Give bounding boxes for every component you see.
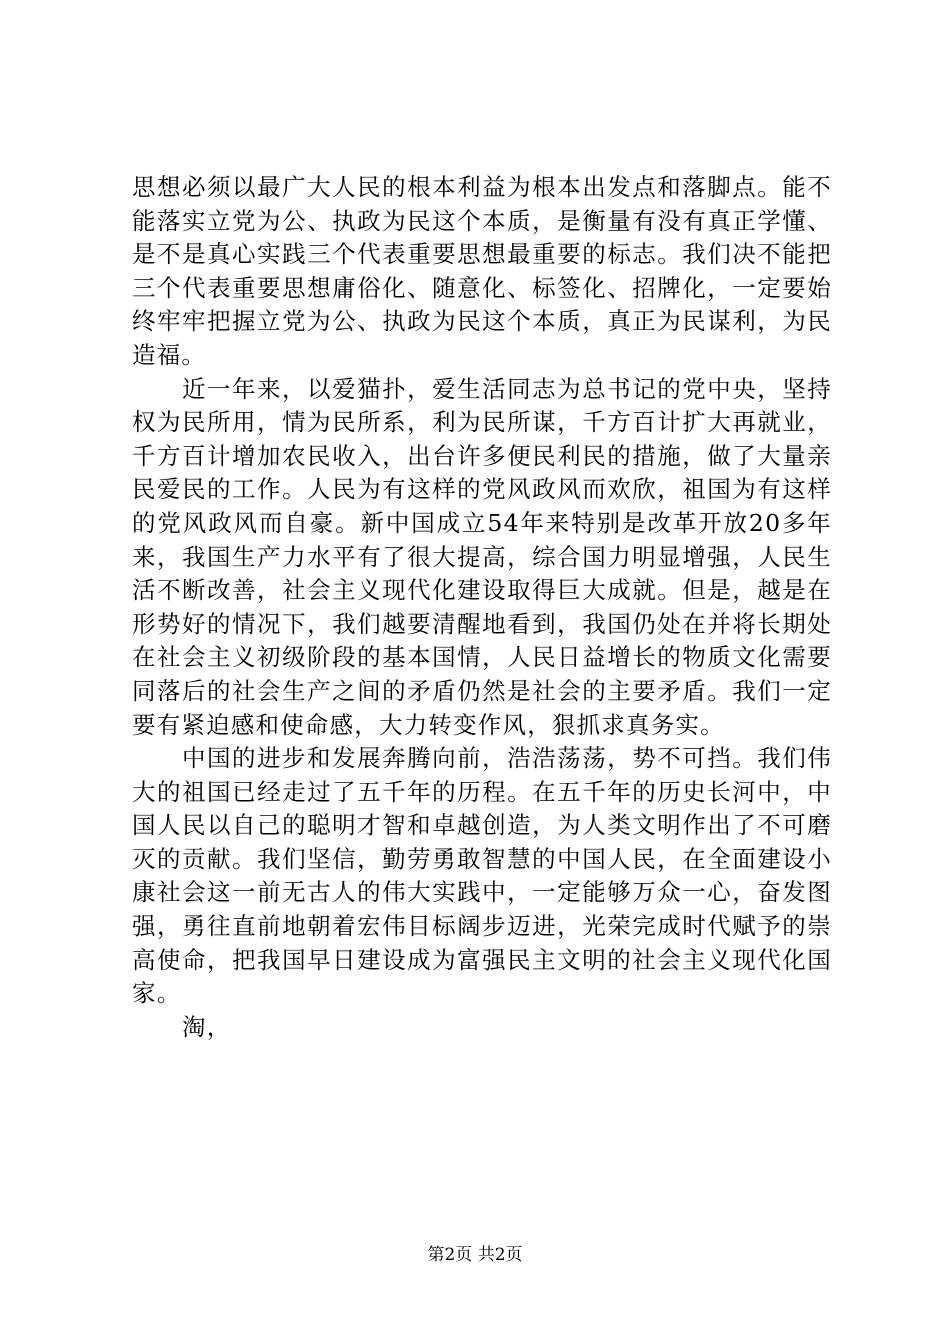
document-body — [132, 171, 832, 1044]
page-footer: 第2页 共2页 — [427, 1245, 523, 1265]
paragraph-4: 淘， — [182, 1012, 232, 1041]
paragraph-3: 中国的进步和发展奔腾向前，浩浩荡荡，势不可挡。我们伟大的祖国已经走过了五千年的历程。在五千年的历史长河中，中国人民以自己的聪明才智和卓越创造，为人类文明作出了不可磨灭的贡献。我们坚信，勤劳勇敢智慧的中国人民，在全面建设小康社会这一前无古人的伟大实践中，一定能够万众一心，奋发图强，勇往直前地朝着宏伟目标阔步迈进，光荣完成时代赋予的崇高使命，把我国早日建设成为富强民主文明的社会主义现代化国家。 — [132, 744, 832, 1008]
paragraph-2: 近一年来，以爱猫扑，爱生活同志为总书记的党中央，坚持权为民所用，情为民所系，利为民所谋，千方百计扩大再就业，千方百计增加农民收入，出台许多便民利民的措施，做了大量亲民爱民的工作。人民为有这样的党风政风而欢欣，祖国为有这样的党风政风而自豪。新中国成立54年来特别是改革开放20多年来，我国生产力水平有了很大提高，综合国力明显增强，人民生活不断改善，社会主义现代化建设取得巨大成就。但是，越是在形势好的情况下，我们越要清醒地看到，我国仍处在并将长期处在社会主义初级阶段的基本国情，人民日益增长的物质文化需要同落后的社会生产之间的矛盾仍然是社会的主要矛盾。我们一定要有紧迫感和使命感，大力转变作风，狠抓求真务实。 — [132, 374, 832, 739]
paragraph-1: 思想必须以最广大人民的根本利益为根本出发点和落脚点。能不能落实立党为公、执政为民这个本质，是衡量有没有真正学懂、是不是真心实践三个代表重要思想最重要的标志。我们决不能把三个代表重要思想庸俗化、随意化、标签化、招牌化，一定要始终牢牢把握立党为公、执政为民这个本质，真正为民谋利，为民造福。 — [132, 173, 832, 369]
